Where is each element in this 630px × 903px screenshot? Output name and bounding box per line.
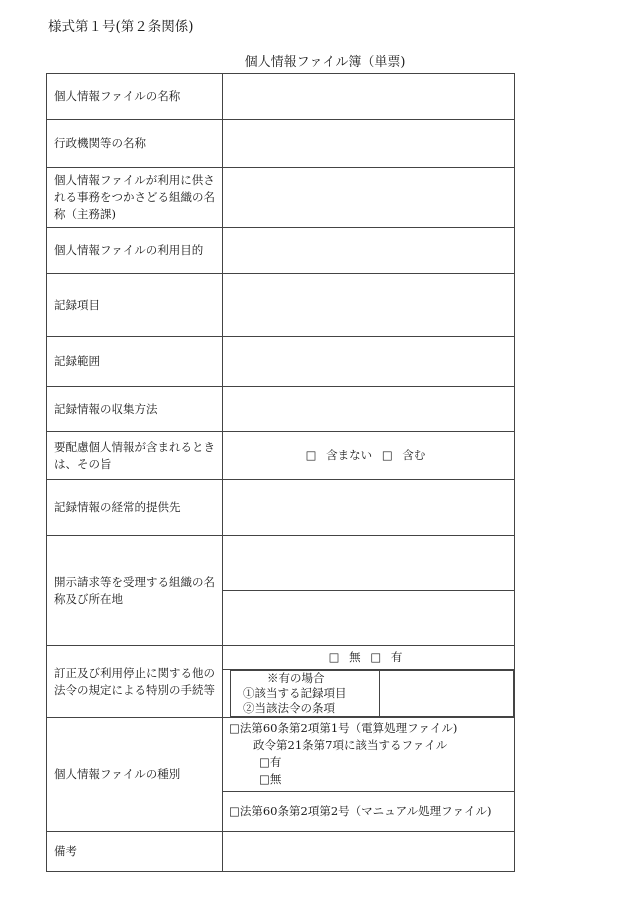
table-row <box>47 387 515 432</box>
field-disclosure-office-address[interactable] <box>223 591 515 646</box>
form-number: 様式第１号(第２条関係) <box>48 19 194 35</box>
option-none-label: 無 <box>349 650 361 664</box>
table-row <box>47 646 515 670</box>
option-manual-file[interactable]: □法第60条第2項第2号（マニュアル処理ファイル) <box>223 792 515 832</box>
table-row <box>47 228 515 274</box>
checkbox-not-included[interactable]: □ <box>305 448 317 462</box>
table-row <box>47 337 515 387</box>
table-row <box>47 718 515 792</box>
field-disclosure-office-name[interactable] <box>223 536 515 591</box>
field-special-details[interactable] <box>380 671 514 717</box>
label-remarks: 備考 <box>47 832 223 872</box>
option-included-label: 含む <box>402 448 426 462</box>
field-record-items[interactable] <box>223 274 515 337</box>
label-disclosure-office: 開示請求等を受理する組織の名称及び所在地 <box>47 536 223 646</box>
electronic-subnote: 政令第21条第7項に該当するファイル <box>253 738 448 752</box>
form-title: 個人情報ファイル簿（単票) <box>244 55 406 70</box>
special-item-law: ②当該法令の条項 <box>243 701 335 715</box>
checkbox-yes[interactable]: □ <box>370 650 382 664</box>
checkbox-none[interactable]: □ <box>328 650 340 664</box>
special-item-records: ①該当する記録項目 <box>243 686 347 700</box>
label-collection-method: 記録情報の収集方法 <box>47 387 223 432</box>
label-purpose: 個人情報ファイルの利用目的 <box>47 228 223 274</box>
special-procedures-options <box>223 646 515 670</box>
option-yes-label: 有 <box>390 650 403 664</box>
special-notes <box>231 671 380 717</box>
checkbox-included[interactable]: □ <box>381 448 393 462</box>
field-purpose[interactable] <box>223 228 515 274</box>
table-row <box>47 274 515 337</box>
label-file-name: 個人情報ファイルの名称 <box>47 74 223 120</box>
field-collection-method[interactable] <box>223 387 515 432</box>
option-electronic-file[interactable]: □法第60条第2項第1号（電算処理ファイル) <box>229 721 458 735</box>
label-office-name: 個人情報ファイルが利用に供される事務をつかさどる組織の名称（主務課) <box>47 168 223 228</box>
option-subnote-no[interactable]: □無 <box>259 772 282 786</box>
table-row <box>47 832 515 872</box>
table-row <box>47 432 515 480</box>
table-row <box>47 168 515 228</box>
registry-table <box>46 73 515 872</box>
label-record-items: 記録項目 <box>47 274 223 337</box>
table-row <box>47 74 515 120</box>
table-row <box>47 536 515 591</box>
file-type-electronic <box>223 718 515 792</box>
table-row <box>47 120 515 168</box>
option-not-included-label: 含まない <box>326 448 373 462</box>
sensitive-info-options <box>223 432 515 480</box>
field-office-name[interactable] <box>223 168 515 228</box>
table-row <box>47 480 515 536</box>
field-agency-name[interactable] <box>223 120 515 168</box>
label-file-type: 個人情報ファイルの種別 <box>47 718 223 832</box>
label-record-scope: 記録範囲 <box>47 337 223 387</box>
label-sensitive-info: 要配慮個人情報が含まれるときは、その旨 <box>47 432 223 480</box>
option-subnote-yes[interactable]: □有 <box>259 755 282 769</box>
field-recipients[interactable] <box>223 480 515 536</box>
special-if-yes-cell <box>223 670 515 718</box>
field-record-scope[interactable] <box>223 337 515 387</box>
label-agency-name: 行政機関等の名称 <box>47 120 223 168</box>
special-inner-table <box>230 670 514 717</box>
field-file-name[interactable] <box>223 74 515 120</box>
if-yes-note: ※有の場合 <box>267 671 325 685</box>
label-recipients: 記録情報の経常的提供先 <box>47 480 223 536</box>
label-special-procedures: 訂正及び利用停止に関する他の法令の規定による特別の手続等 <box>47 646 223 718</box>
field-remarks[interactable] <box>223 832 515 872</box>
